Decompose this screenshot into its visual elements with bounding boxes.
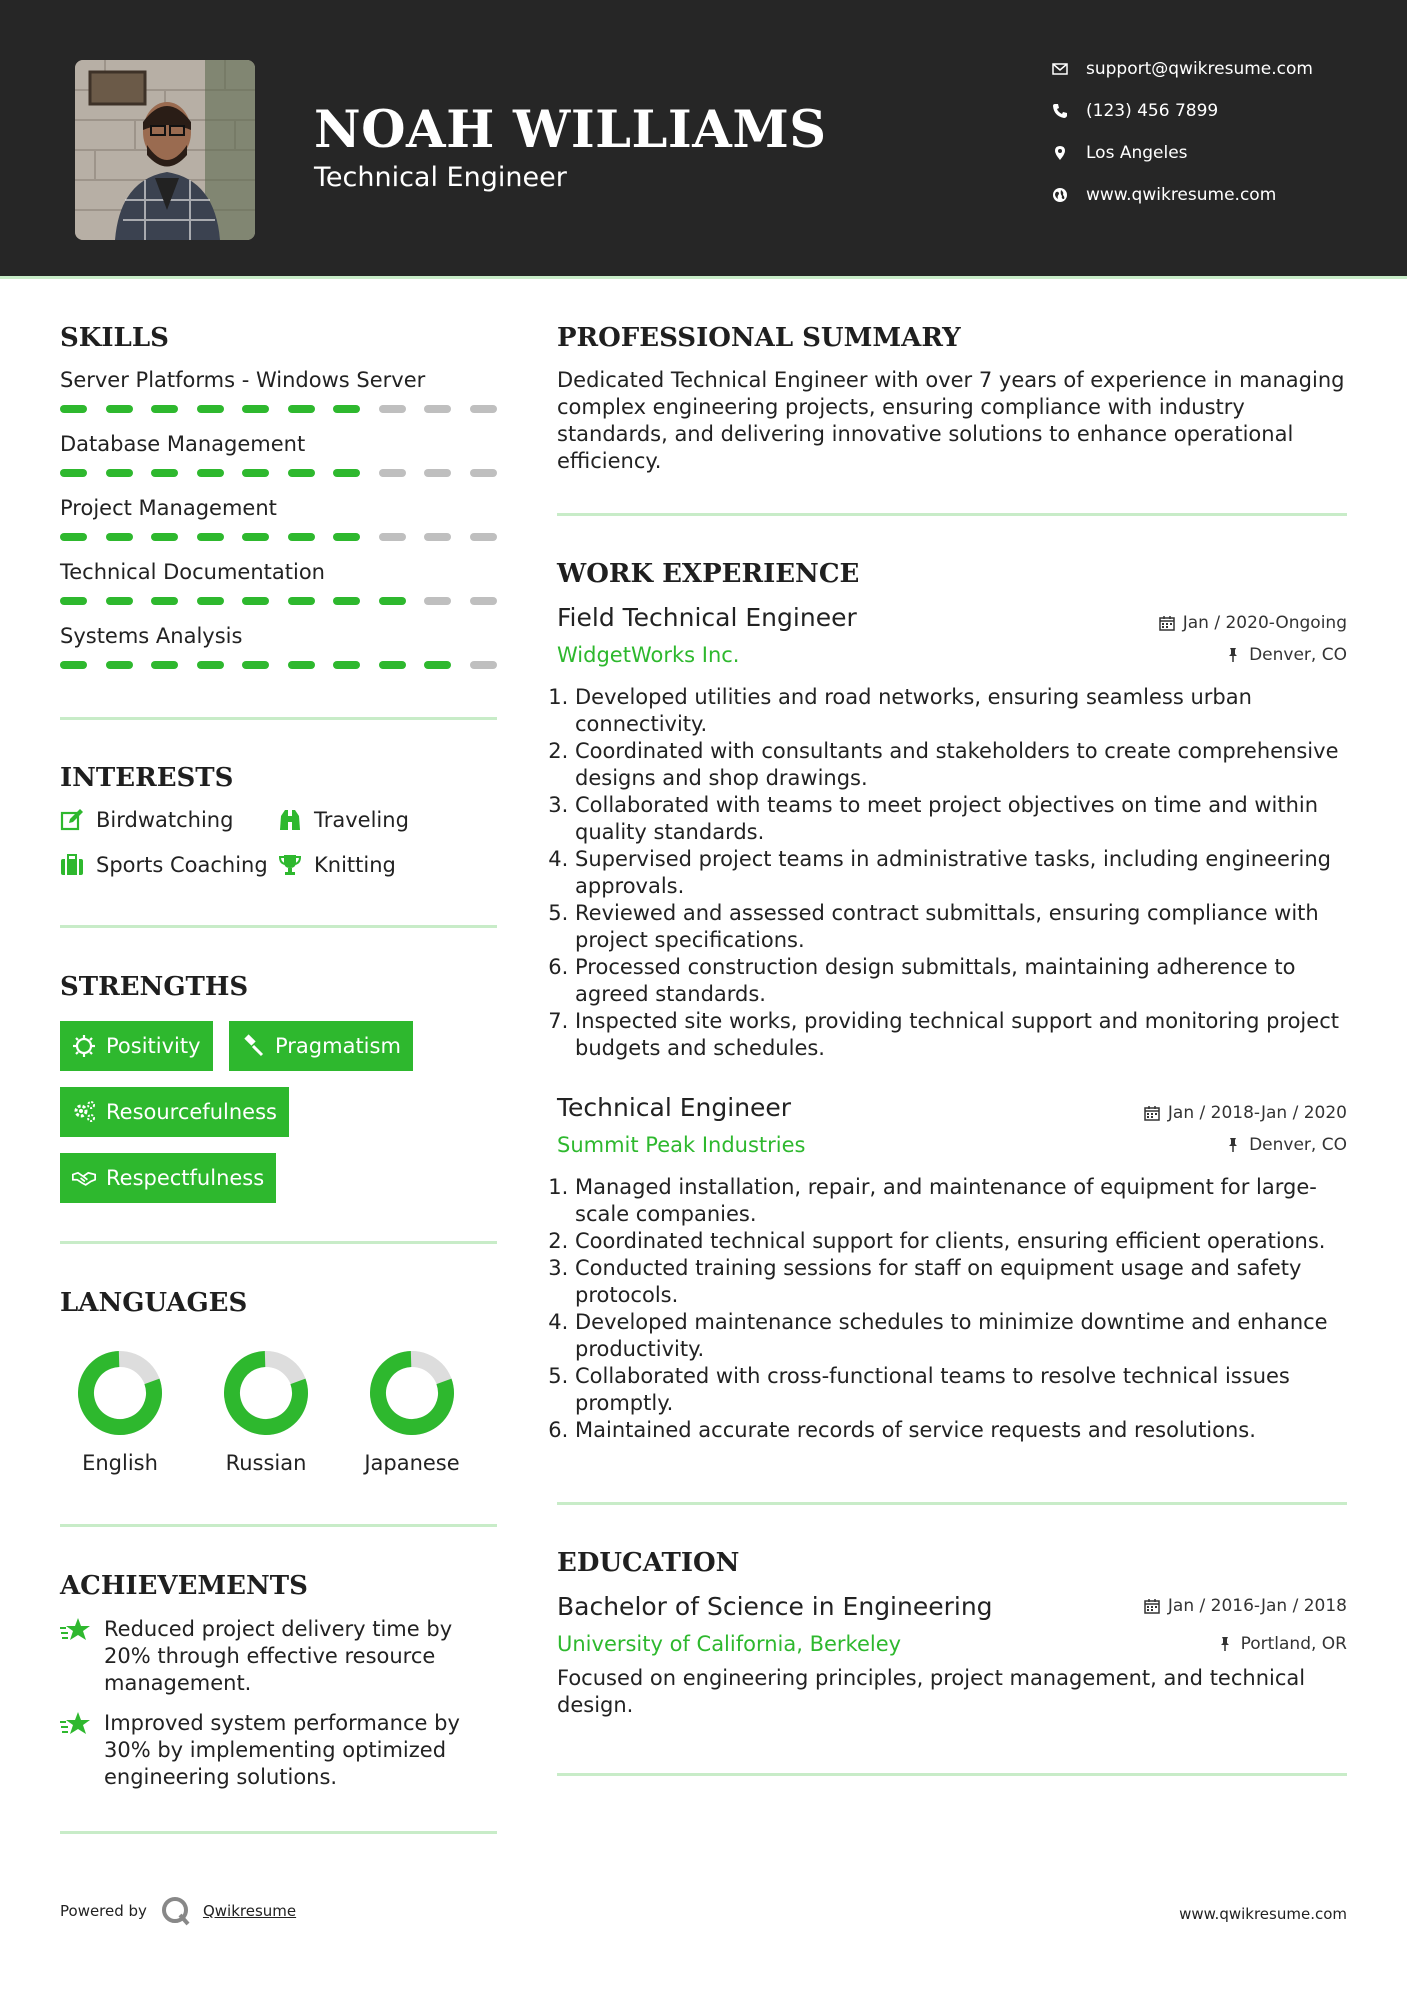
- skill-level-bar: [60, 469, 497, 479]
- skill-dot-filled: [242, 661, 269, 669]
- company-name: Summit Peak Industries: [557, 1133, 806, 1157]
- strength-label: Pragmatism: [275, 1034, 401, 1058]
- skill-label: Database Management: [60, 432, 306, 456]
- star-icon: [60, 1710, 92, 1738]
- contact-phone[interactable]: [1052, 96, 1218, 126]
- job-location: [1225, 1135, 1347, 1155]
- skill-dot-filled: [151, 469, 178, 477]
- skill-dot-empty: [424, 597, 451, 605]
- interest-knitting: [278, 853, 396, 877]
- skill-dot-filled: [242, 469, 269, 477]
- strength-positivity: [60, 1021, 213, 1071]
- education-description: Focused on engineering principles, project management, and technical design.: [557, 1666, 1306, 1717]
- responsibility-item: 5. Collaborated with cross-functional teams to resolve technical issues promptly.: [575, 1363, 1365, 1417]
- qwikresume-logo-icon: [161, 1896, 191, 1926]
- language-label: Russian: [225, 1451, 307, 1475]
- header-bar: [0, 0, 1407, 276]
- skill-dot-filled: [288, 597, 315, 605]
- responsibility-item: 1. Developed utilities and road networks, ensuring seamless urban connectivity.: [575, 684, 1365, 738]
- language-proficiency-donut: [206, 1345, 326, 1441]
- contact-phone-text[interactable]: (123) 456 7899: [1086, 101, 1219, 121]
- contact-location-text: Los Angeles: [1086, 143, 1188, 163]
- skill-dot-filled: [60, 469, 87, 477]
- skill-dot-empty: [470, 661, 497, 669]
- language-item: [352, 1345, 472, 1475]
- skill-dot-filled: [242, 597, 269, 605]
- briefcase-icon: [60, 853, 84, 877]
- skill-dot-empty: [424, 469, 451, 477]
- brand-link[interactable]: Qwikresume: [202, 1902, 297, 1920]
- skill-dot-filled: [288, 661, 315, 669]
- interests-heading: INTERESTS: [60, 763, 234, 793]
- gears-icon: [72, 1100, 96, 1124]
- interest-label: Sports Coaching: [96, 853, 268, 877]
- job-location-text: Denver, CO: [1249, 1135, 1347, 1155]
- achievement-item: [60, 1710, 480, 1791]
- job-responsibilities: [557, 684, 1365, 1062]
- skill-dot-filled: [288, 469, 315, 477]
- section-divider: [557, 1502, 1347, 1505]
- skill-dot-filled: [151, 405, 178, 413]
- interest-traveling: [278, 808, 409, 832]
- strength-pragmatism: [229, 1021, 413, 1071]
- skill-dot-empty: [424, 405, 451, 413]
- skill-dot-filled: [151, 533, 178, 541]
- section-divider: [60, 1831, 497, 1834]
- pushpin-icon: [1225, 1137, 1241, 1153]
- skill-dot-filled: [288, 533, 315, 541]
- interest-label: Knitting: [314, 853, 396, 877]
- skill-dot-filled: [106, 533, 133, 541]
- skill-dot-filled: [288, 405, 315, 413]
- job-dates-text: Jan / 2020-Ongoing: [1182, 613, 1347, 633]
- summary-heading: PROFESSIONAL SUMMARY: [557, 323, 961, 353]
- skill-label: Server Platforms - Windows Server: [60, 368, 426, 392]
- skill-dot-filled: [60, 533, 87, 541]
- contact-location: [1052, 138, 1188, 168]
- skill-dot-empty: [424, 533, 451, 541]
- responsibility-item: 4. Supervised project teams in administrative tasks, including engineering approvals.: [575, 846, 1365, 900]
- achievement-text: Reduced project delivery time by 20% through effective resource management.: [104, 1617, 453, 1695]
- skill-dot-filled: [197, 405, 224, 413]
- skill-dot-filled: [424, 661, 451, 669]
- handshake-icon: [72, 1166, 96, 1190]
- globe-icon: [1052, 187, 1068, 203]
- responsibility-item: 6. Maintained accurate records of service requests and resolutions.: [575, 1417, 1365, 1444]
- skill-dot-filled: [333, 533, 360, 541]
- responsibility-item: 1. Managed installation, repair, and maintenance of equipment for large-scale companies.: [575, 1174, 1365, 1228]
- candidate-name: NOAH WILLIAMS: [314, 100, 827, 160]
- skill-dot-empty: [470, 533, 497, 541]
- strength-respectfulness: [60, 1153, 276, 1203]
- job-location: [1225, 645, 1347, 665]
- skill-dot-empty: [470, 469, 497, 477]
- strength-label: Resourcefulness: [106, 1100, 277, 1124]
- skill-dot-filled: [333, 469, 360, 477]
- skill-dot-filled: [106, 661, 133, 669]
- experience-heading: WORK EXPERIENCE: [557, 559, 860, 589]
- achievement-item: [60, 1616, 480, 1697]
- contact-website-text[interactable]: www.qwikresume.com: [1086, 185, 1277, 205]
- job-title: Technical Engineer: [557, 1093, 792, 1122]
- skill-dot-filled: [379, 597, 406, 605]
- skill-dot-filled: [60, 405, 87, 413]
- powered-by-text: Powered by: [60, 1902, 147, 1920]
- language-item: [60, 1345, 180, 1475]
- contact-email-text[interactable]: support@qwikresume.com: [1086, 59, 1313, 79]
- trophy-icon: [278, 853, 302, 877]
- skill-dot-filled: [242, 533, 269, 541]
- skill-level-bar: [60, 533, 497, 543]
- summary-text: Dedicated Technical Engineer with over 7 years of experience in managing complex engineering projects, ensuring compliance with industry standards, and delivering innovative solutions to enhance operational efficiency.: [557, 368, 1345, 473]
- skill-dot-filled: [106, 597, 133, 605]
- achievement-text: Improved system performance by 30% by implementing optimized engineering solutions.: [104, 1711, 460, 1789]
- skill-dot-filled: [379, 661, 406, 669]
- skill-dot-filled: [197, 597, 224, 605]
- strength-label: Respectfulness: [106, 1166, 265, 1190]
- section-divider: [557, 1773, 1347, 1776]
- skill-dot-filled: [197, 469, 224, 477]
- skill-dot-filled: [333, 405, 360, 413]
- sun-icon: [72, 1034, 96, 1058]
- language-proficiency-donut: [60, 1345, 180, 1441]
- language-item: [206, 1345, 326, 1475]
- languages-heading: LANGUAGES: [60, 1288, 248, 1318]
- contact-email[interactable]: [1052, 54, 1313, 84]
- skill-dot-empty: [379, 533, 406, 541]
- job-dates: [1159, 613, 1347, 633]
- skill-dot-filled: [60, 597, 87, 605]
- education-heading: EDUCATION: [557, 1548, 740, 1578]
- job-title: Field Technical Engineer: [557, 603, 857, 632]
- skill-dot-filled: [197, 661, 224, 669]
- interest-label: Traveling: [314, 808, 409, 832]
- candidate-title: Technical Engineer: [314, 162, 567, 193]
- profile-photo: [75, 60, 255, 240]
- section-divider: [557, 513, 1347, 516]
- education-location-text: Portland, OR: [1240, 1634, 1347, 1654]
- skill-dot-filled: [197, 533, 224, 541]
- responsibility-item: 3. Conducted training sessions for staff on equipment usage and safety protocols.: [575, 1255, 1365, 1309]
- phone-icon: [1052, 103, 1068, 119]
- skill-level-bar: [60, 405, 497, 415]
- skill-level-bar: [60, 661, 497, 671]
- degree-title: Bachelor of Science in Engineering: [557, 1592, 993, 1621]
- skill-dot-empty: [379, 469, 406, 477]
- skill-level-bar: [60, 597, 497, 607]
- gavel-icon: [241, 1034, 265, 1058]
- strength-resourcefulness: [60, 1087, 289, 1137]
- skill-dot-filled: [242, 405, 269, 413]
- skill-dot-filled: [151, 661, 178, 669]
- job-location-text: Denver, CO: [1249, 645, 1347, 665]
- responsibility-item: 2. Coordinated with consultants and stakeholders to create comprehensive designs and shop drawings.: [575, 738, 1365, 792]
- interest-sports-coaching: [60, 853, 268, 877]
- pushpin-icon: [1225, 647, 1241, 663]
- strength-label: Positivity: [106, 1034, 201, 1058]
- skill-label: Systems Analysis: [60, 624, 243, 648]
- skill-dot-filled: [60, 661, 87, 669]
- job-dates-text: Jan / 2018-Jan / 2020: [1167, 1103, 1347, 1123]
- achievements-heading: ACHIEVEMENTS: [60, 1571, 308, 1601]
- header-divider: [0, 276, 1407, 279]
- language-label: English: [82, 1451, 158, 1475]
- section-divider: [60, 717, 497, 720]
- skill-dot-empty: [470, 597, 497, 605]
- education-location: [1217, 1634, 1347, 1654]
- education-dates: [1144, 1596, 1347, 1616]
- skill-dot-filled: [333, 597, 360, 605]
- skill-label: Project Management: [60, 496, 277, 520]
- job-responsibilities: [557, 1174, 1365, 1444]
- skill-dot-filled: [106, 405, 133, 413]
- school-name: University of California, Berkeley: [557, 1632, 902, 1656]
- skill-dot-empty: [470, 405, 497, 413]
- interest-label: Birdwatching: [96, 808, 234, 832]
- responsibility-item: 7. Inspected site works, providing technical support and monitoring project budgets and schedules.: [575, 1008, 1365, 1062]
- envelope-icon: [1052, 61, 1068, 77]
- interest-birdwatching: [60, 808, 233, 832]
- footer-website[interactable]: www.qwikresume.com: [1179, 1905, 1347, 1923]
- responsibility-item: 3. Collaborated with teams to meet project objectives on time and within quality standards.: [575, 792, 1365, 846]
- responsibility-item: 5. Reviewed and assessed contract submittals, ensuring compliance with project specifications.: [575, 900, 1365, 954]
- section-divider: [60, 1241, 497, 1244]
- strengths-heading: STRENGTHS: [60, 972, 249, 1002]
- skill-dot-empty: [379, 405, 406, 413]
- language-label: Japanese: [364, 1451, 460, 1475]
- skill-dot-filled: [333, 661, 360, 669]
- skills-heading: SKILLS: [60, 323, 169, 353]
- responsibility-item: 4. Developed maintenance schedules to minimize downtime and enhance productivity.: [575, 1309, 1365, 1363]
- star-icon: [60, 1616, 92, 1644]
- job-dates: [1144, 1103, 1347, 1123]
- calendar-icon: [1144, 1105, 1160, 1121]
- section-divider: [60, 1524, 497, 1527]
- company-name: WidgetWorks Inc.: [557, 643, 740, 667]
- pushpin-icon: [1217, 1636, 1233, 1652]
- skill-label: Technical Documentation: [60, 560, 325, 584]
- edit-icon: [60, 808, 84, 832]
- footer-powered-by: [60, 1896, 296, 1926]
- language-proficiency-donut: [352, 1345, 472, 1441]
- calendar-icon: [1144, 1598, 1160, 1614]
- binoculars-icon: [278, 808, 302, 832]
- responsibility-item: 6. Processed construction design submittals, maintaining adherence to agreed standards.: [575, 954, 1365, 1008]
- skill-dot-filled: [106, 469, 133, 477]
- section-divider: [60, 925, 497, 928]
- map-pin-icon: [1052, 145, 1068, 161]
- calendar-icon: [1159, 615, 1175, 631]
- education-dates-text: Jan / 2016-Jan / 2018: [1167, 1596, 1347, 1616]
- responsibility-item: 2. Coordinated technical support for clients, ensuring efficient operations.: [575, 1228, 1365, 1255]
- skill-dot-filled: [151, 597, 178, 605]
- contact-website[interactable]: [1052, 180, 1276, 210]
